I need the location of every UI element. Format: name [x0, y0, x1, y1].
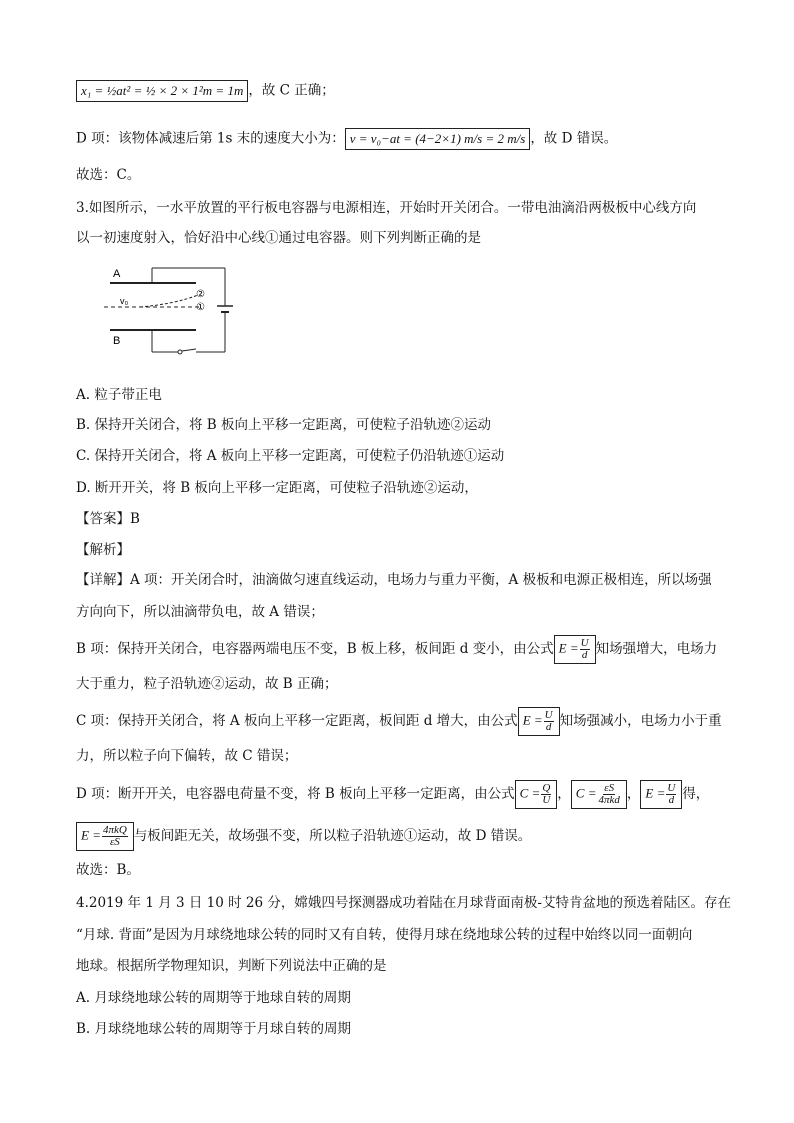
c-line1-post: 知场强减小，电场力小于重 — [559, 713, 722, 729]
switch-lever — [182, 349, 196, 351]
frac-num: 4πkQ — [102, 824, 127, 836]
q4-stem-line2: “月球. 背面”是因为月球绕地球公转的同时又有自转，使得月球在绕地球公转的过程中始终以同一面朝向 — [76, 927, 693, 943]
q4-option-a: A. 月球绕地球公转的周期等于地球自转的周期 — [76, 990, 351, 1006]
label-2: ② — [196, 289, 205, 300]
frac-num: U — [580, 637, 589, 649]
frac-den: 4πkd — [598, 794, 620, 806]
q3-c-line2: 力，所以粒子向下偏转，故 C 错误； — [76, 748, 298, 764]
formula-c-qu — [515, 780, 558, 809]
q3-analysis-title: 【解析】 — [76, 542, 130, 558]
formula-lhs: C = — [575, 785, 597, 801]
q3-b-line2: 大于重力，粒子沿轨迹②运动，故 B 正确； — [76, 676, 338, 692]
q2-c-suffix: ，故 C 正确； — [248, 82, 335, 99]
formula-e-ud-b — [554, 635, 596, 664]
formula-v: v = v₀−at = (4−2×1) m/s = 2 m/s — [345, 128, 531, 150]
frac-num: U — [667, 782, 676, 794]
q3-detail-line2: 方向向下，所以油滴带负电，故 A 错误； — [76, 604, 324, 620]
frac-num: U — [544, 709, 553, 721]
label-v0: v₀ — [120, 296, 129, 306]
frac-den: εS — [109, 836, 120, 848]
capacitor-figure — [100, 262, 250, 357]
label-a: A — [113, 268, 121, 280]
frac-den: d — [668, 794, 675, 806]
q3-stem-line2: 以一初速度射入，恰好沿中心线①通过电容器。则下列判断正确的是 — [76, 230, 481, 246]
q3-b-line1 — [76, 635, 717, 664]
switch-contact — [178, 350, 182, 354]
q3-answer: 【答案】B — [76, 511, 140, 527]
separator: ， — [557, 786, 571, 802]
formula-lhs: E = — [522, 712, 543, 728]
q3-d-line2 — [76, 822, 531, 851]
q4-stem-line1: 4.2019 年 1 月 3 日 10 时 26 分，嫦娥四号探测器成功着陆在月球背面南极-艾特肯盆地的预选着陆区。存在 — [76, 895, 731, 911]
q3-option-a: A. 粒子带正电 — [76, 387, 162, 403]
q2-d-line — [76, 128, 617, 150]
formula-x1: x₁ = ½at² = ½ × 2 × 1²m = 1m — [76, 80, 248, 102]
formula-e-ud-c — [518, 707, 560, 736]
frac-den: d — [581, 649, 588, 661]
formula-e-ud-d — [640, 780, 682, 809]
frac-num: Q — [542, 782, 551, 794]
b-line1-pre: B 项：保持开关闭合，电容器两端电压不变，B 板上移，板间距 d 变小，由公式 — [76, 641, 554, 657]
b-line1-post: 知场强增大，电场力 — [595, 641, 718, 657]
q2-c-line — [76, 80, 335, 102]
q2-select: 故选：C。 — [76, 167, 141, 183]
q3-select: 故选：B。 — [76, 862, 140, 878]
d-line1-post: 得， — [682, 786, 710, 802]
formula-c-eps — [571, 780, 627, 809]
q3-option-d: D. 断开开关，将 B 板向上平移一定距离，可使粒子沿轨迹②运动， — [76, 480, 478, 496]
q4-stem-line3: 地球。根据所学物理知识，判断下列说法中正确的是 — [76, 958, 387, 974]
q3-stem-line1: 3.如图所示，一水平放置的平行板电容器与电源相连，开始时开关闭合。一带电油滴沿两极板中心线方向 — [76, 200, 697, 216]
q3-detail-line1: 【详解】A 项：开关闭合时，油滴做匀速直线运动，电场力与重力平衡，A 极板和电源正极相连，所以场强 — [76, 572, 712, 588]
d-line2-post: 与板间距无关，故场强不变，所以粒子沿轨迹①运动，故 D 错误。 — [133, 828, 532, 844]
frac-num: εS — [604, 782, 615, 794]
c-line1-pre: C 项：保持开关闭合，将 A 板向上平移一定距离，板间距 d 增大，由公式 — [76, 713, 518, 729]
q3-c-line1 — [76, 707, 722, 736]
q2-d-suffix: ，故 D 错误。 — [530, 130, 618, 147]
d-line1-pre: D 项：断开开关，电容器电荷量不变，将 B 板向上平移一定距离，由公式 — [76, 786, 515, 802]
q3-option-c: C. 保持开关闭合，将 A 板向上平移一定距离，可使粒子仍沿轨迹①运动 — [76, 448, 505, 464]
frac-den: U — [542, 794, 551, 806]
formula-e-final — [76, 822, 134, 851]
frac-den: d — [545, 721, 552, 733]
separator: ， — [626, 786, 641, 802]
q3-option-b: B. 保持开关闭合，将 B 板向上平移一定距离，可使粒子沿轨迹②运动 — [76, 417, 492, 433]
label-1: ① — [196, 302, 205, 313]
q2-d-prefix: D 项：该物体减速后第 1s 末的速度大小为： — [76, 130, 345, 147]
formula-lhs: E = — [81, 827, 101, 843]
q4-option-b: B. 月球绕地球公转的周期等于月球自转的周期 — [76, 1021, 352, 1037]
label-b: B — [113, 335, 121, 347]
trajectory-2 — [140, 295, 198, 307]
q3-d-line1 — [76, 780, 709, 809]
formula-lhs: E = — [645, 785, 666, 801]
formula-lhs: C = — [519, 785, 541, 801]
formula-lhs: E = — [558, 640, 579, 656]
